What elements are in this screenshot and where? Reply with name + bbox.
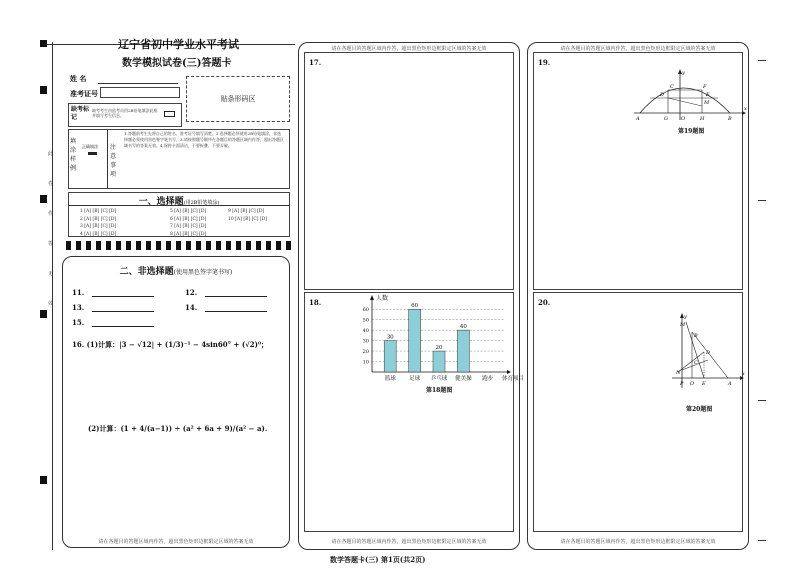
exam-mark-note: 缺考考生由监考员用2B铅笔填涂此框并填写考生信息。 <box>92 108 158 118</box>
fig20-diagram <box>668 312 748 392</box>
q16-part1: 16. (1)计算：|3 − √12| + (1/3)⁻¹ − 4sin60° + (√2)⁰； <box>72 340 269 349</box>
fig19-label: E <box>706 92 710 98</box>
y-axis-arrow <box>370 295 374 300</box>
y-axis-label: 人数 <box>376 295 389 302</box>
q11-label <box>72 288 154 297</box>
section1-divider <box>68 205 290 206</box>
bar-value-label: 40 <box>459 324 467 331</box>
q14-number: 14. <box>185 303 198 312</box>
fig20-label: C <box>694 360 698 366</box>
bar <box>384 341 396 372</box>
fig19-caption: 第19题图 <box>678 128 705 135</box>
fig20-label: O <box>690 381 695 387</box>
timing-marks <box>66 241 296 250</box>
fig19-label: F <box>703 84 707 90</box>
right-bottom-note: 请在各题目的答题区域内作答，超出黑色矩形边框限定区域的答案无效 <box>560 539 716 545</box>
q14-label <box>185 303 267 312</box>
choice-row[interactable]: 8 [A] [B] [C] [D] <box>170 231 207 237</box>
x-category-label: 篮球 <box>384 376 396 382</box>
side-label: 无 <box>48 271 54 277</box>
q15-label <box>72 318 154 327</box>
choice-group <box>80 208 116 238</box>
exam-mark-checkbox[interactable] <box>164 111 175 117</box>
sample-label: 填涂样例 <box>70 138 77 172</box>
y-tick-label: 50 <box>362 317 369 324</box>
fig20-label: P <box>680 381 684 387</box>
q11-number: 11. <box>72 288 85 297</box>
q13-number: 13. <box>72 303 85 312</box>
side-marker <box>40 86 47 94</box>
y-tick-label: 40 <box>362 328 369 335</box>
choice-row[interactable]: 5 [A] [B] [C] [D] <box>170 209 207 214</box>
choice-row[interactable]: 6 [A] [B] [C] [D] <box>170 216 207 222</box>
section1-title-text: 一、选择题 <box>138 197 184 207</box>
fig20-label: B <box>694 333 698 339</box>
bar-value-label: 20 <box>435 345 443 352</box>
page-footer: 数学答题卡(三) 第1页(共2页) <box>330 555 426 564</box>
exam-mark-label: 缺考标记 <box>71 106 90 121</box>
choice-row[interactable]: 3 [A] [B] [C] [D] <box>80 224 117 229</box>
fig19-diagram <box>630 68 750 123</box>
barcode-label: 贴条形码区 <box>220 95 256 103</box>
fig20-label: y <box>684 314 687 320</box>
x-category-label: 健美操 <box>455 376 472 382</box>
fig20-label: A <box>728 381 732 387</box>
side-label: 卷 <box>48 181 54 187</box>
x-axis-arrow <box>507 370 511 374</box>
middle-bottom-note: 请在各题目的答题区域内作答，超出黑色矩形边框限定区域的答案无效 <box>331 539 487 545</box>
fig20-label: D <box>706 350 711 356</box>
q16-part2: (2)计算：(1 + 4/(a−1)) ÷ (a² + 6a + 9)/(a² − a). <box>88 424 268 433</box>
q16-part2-answer-area[interactable] <box>72 440 282 532</box>
page-subtitle: 数学模拟试卷(三)答题卡 <box>122 58 232 69</box>
y-tick-label: 30 <box>362 338 369 345</box>
answer-note: 请在各题目的答题区域内作答，超出黑色矩形边框限定区域的答案无效 <box>98 539 254 545</box>
fig19-label: M <box>704 100 710 106</box>
left-border <box>52 42 53 550</box>
q18-caption: 第18题图 <box>426 387 453 394</box>
q12-number: 12. <box>185 288 198 297</box>
name-line <box>98 83 178 84</box>
q18-number: 18. <box>309 298 322 307</box>
choice-group <box>170 208 206 238</box>
choice-group <box>228 208 267 223</box>
side-marker <box>40 195 47 203</box>
bar <box>433 351 445 372</box>
bar-value-label: 60 <box>411 303 419 310</box>
fig20-label: x <box>742 371 745 377</box>
q15-answer[interactable] <box>92 318 154 327</box>
q16-part1-answer-area[interactable] <box>72 355 282 420</box>
y-tick-label: 20 <box>362 349 369 356</box>
x-axis-label: 体育项目 <box>502 376 525 382</box>
q12-answer[interactable] <box>205 288 267 297</box>
q19-number: 19. <box>538 58 551 67</box>
bar <box>409 309 421 372</box>
fig19-label: D <box>660 92 665 98</box>
q15-number: 15. <box>72 318 85 327</box>
ticket-label: 准考证号 <box>70 89 98 98</box>
x-category-label: 乒乓球 <box>430 376 448 382</box>
page-title: 辽宁省初中学业水平考试 <box>118 38 239 51</box>
fig19-label: x <box>744 106 747 112</box>
fig19-label: y <box>682 70 685 76</box>
notice-label: 注意事项 <box>110 144 117 178</box>
divider <box>107 129 108 189</box>
name-label: 姓 名 <box>70 74 87 83</box>
filled-sample <box>88 152 97 155</box>
side-label: 作 <box>48 211 54 217</box>
fig20-label: M <box>680 322 686 328</box>
edge-tick <box>758 60 766 61</box>
q11-answer[interactable] <box>92 288 154 297</box>
side-label: 答 <box>48 241 54 247</box>
fig19-label: H <box>700 116 705 122</box>
choice-row[interactable]: 7 [A] [B] [C] [D] <box>170 224 207 229</box>
fig19-label: A <box>636 116 640 122</box>
q13-answer[interactable] <box>92 303 154 312</box>
ticket-field[interactable] <box>100 87 180 98</box>
section1-subtitle: (用2B铅笔填涂) <box>183 200 220 206</box>
x-category-label: 足球 <box>409 376 421 382</box>
q20-number: 20. <box>538 298 551 307</box>
fig19-label: C <box>670 84 674 90</box>
y-tick-label: 10 <box>362 359 369 366</box>
side-label: 此 <box>48 151 54 157</box>
y-tick-label: 60 <box>362 307 369 314</box>
section2-title-text: 二、非选择题 <box>119 267 174 277</box>
bar-value-label: 30 <box>386 334 394 341</box>
side-marker <box>40 476 47 484</box>
barcode-area <box>186 76 290 122</box>
fig20-caption: 第20题图 <box>686 406 713 413</box>
right-top-note: 请在各题目的答题区域内作答，超出黑色矩形边框限定区域的答案无效 <box>560 46 716 52</box>
q12-label <box>185 288 267 297</box>
q18-bar-chart <box>350 292 525 397</box>
side-label: 效 <box>48 301 54 307</box>
edge-tick <box>758 200 766 201</box>
fig20-label: E <box>702 381 706 387</box>
choice-row[interactable]: 10 [A] [B] [C] [D] <box>228 216 268 222</box>
bar <box>457 330 469 372</box>
side-marker <box>40 310 47 318</box>
choice-row[interactable]: 4 [A] [B] [C] [D] <box>80 231 117 237</box>
notice-text: 1.答题前考生先将自己的姓名、准考证号填写清楚。2.选择题必须使用2B铅笔填涂，非选择题必须使用黑色签字笔书写。3.请按照题号顺序在各题目的答题区域内作答，超出答题区域书写的答案无效。4.保持卡面清洁，不要折叠、不要弄破。 <box>124 131 284 148</box>
fig19-label: B <box>728 116 732 122</box>
q17-number: 17. <box>309 58 322 67</box>
edge-tick <box>758 540 766 541</box>
middle-top-note: 请在各题目的答题区域内作答，超出黑色矩形边框限定区域的答案无效 <box>331 46 487 52</box>
section2-subtitle: (使用黑色签字笔书写) <box>173 269 233 276</box>
edge-tick <box>758 400 766 401</box>
q17-box[interactable] <box>304 52 514 290</box>
fig19-label: O <box>681 116 686 122</box>
sample-text: 正确填涂 <box>82 144 98 149</box>
q13-label <box>72 303 154 312</box>
fig20-label: N <box>676 370 681 376</box>
q14-answer[interactable] <box>205 303 267 312</box>
choice-row[interactable]: 2 [A] [B] [C] [D] <box>80 216 117 222</box>
choice-row[interactable]: 9 [A] [B] [C] [D] <box>228 209 265 214</box>
choice-row[interactable]: 1 [A] [B] [C] [D] <box>80 209 117 214</box>
fig19-label: G <box>664 116 668 122</box>
x-category-label: 跑步 <box>482 376 494 382</box>
section2-title <box>62 264 290 277</box>
